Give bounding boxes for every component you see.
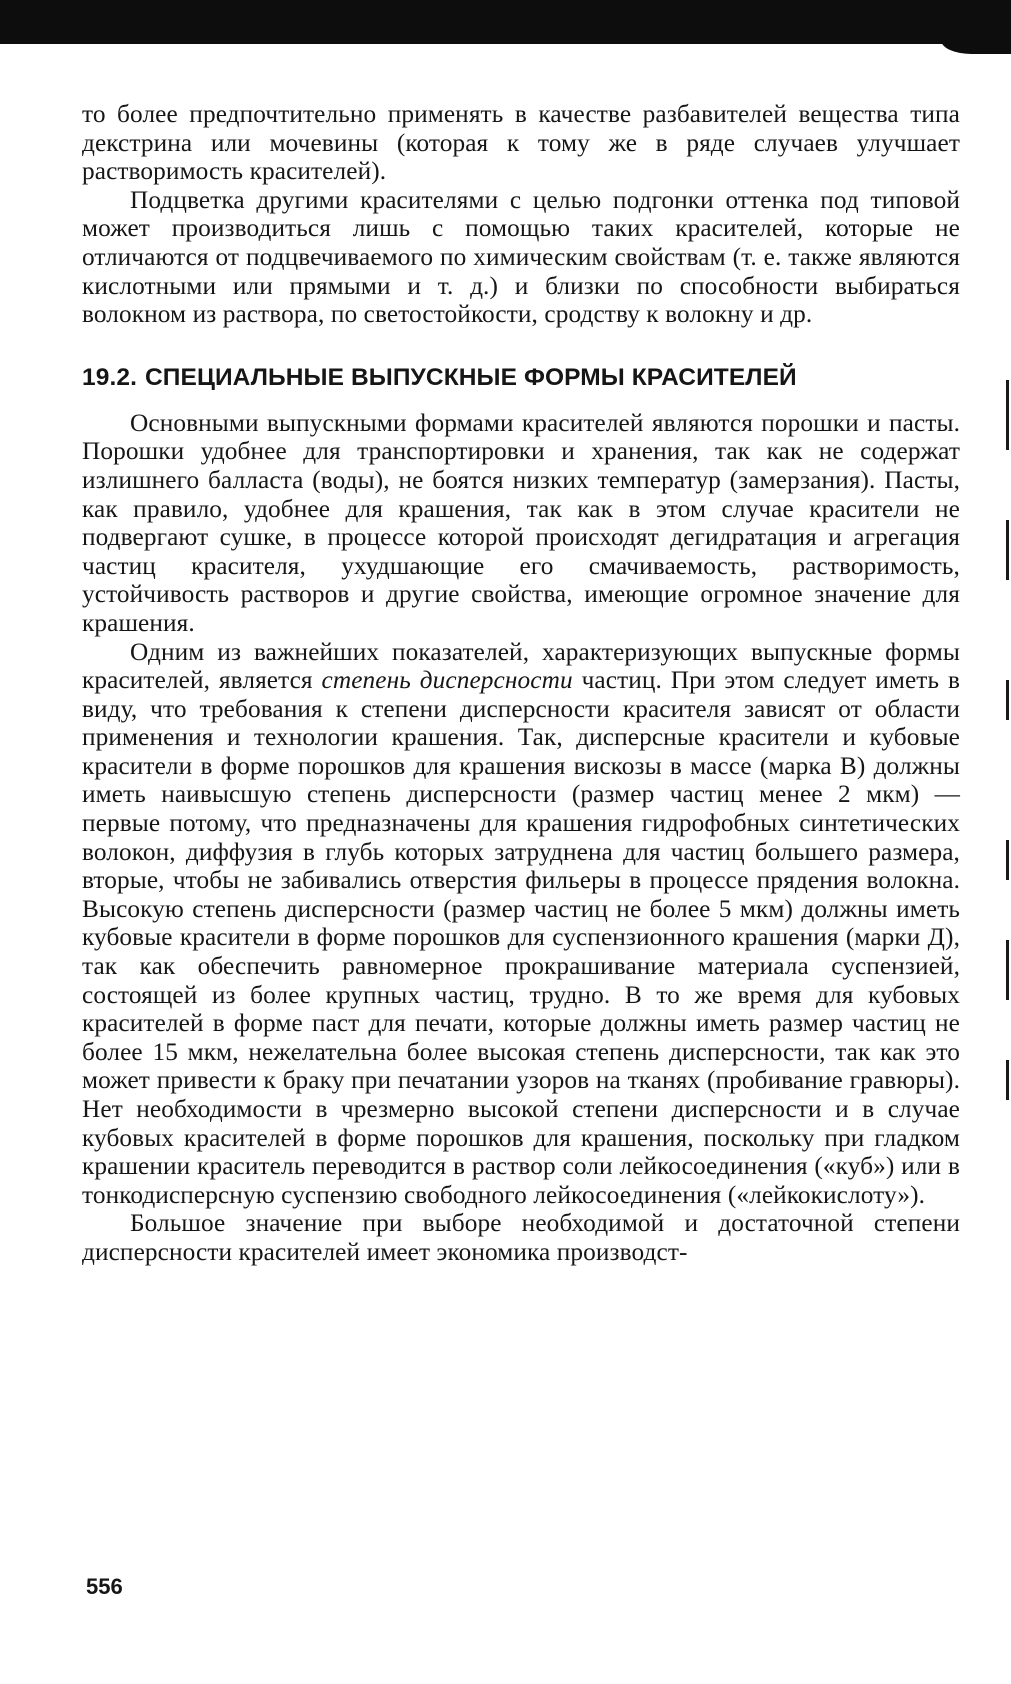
scan-top-border (0, 0, 1011, 44)
scan-right-edge-marks (1006, 380, 1010, 1200)
edge-mark (1006, 520, 1009, 580)
page-number: 556 (86, 1574, 123, 1599)
edge-mark (1006, 940, 1009, 1000)
edge-mark (1006, 680, 1009, 720)
paragraph-tinting: Подцветка другими красителями с целью подгонки оттенка под типовой может производиться лишь с помощью таких красителей, которые не отличаются от подцвечиваемого по химическим свойствам (т. е. также являются кислотными или прямыми и т. д.) и близки по способности выбираться волокном из раствора, по светостойкости, сродству к волокну и др. (82, 185, 960, 329)
page-text-block (82, 100, 960, 1267)
paragraph-forms: Основными выпускными формами красителей являются порошки и пасты. Порошки удобнее для транспортировки и хранения, так как не содержат излишнего балласта (воды), не боятся низких температур (замерзания). Пасты, как правило, удобнее для крашения, так как в этом случае красители не подвергают сушке, в процессе которой происходят дегидратация и агрегация частиц красителя, ухудшающие его смачиваемость, растворимость, устойчивость растворов и другие свойства, имеющие огромное значение для крашения. (82, 408, 960, 637)
section-title: СПЕЦИАЛЬНЫЕ ВЫПУСКНЫЕ ФОРМЫ КРАСИТЕЛЕЙ (145, 363, 797, 391)
paragraph-continuation: то более предпочтительно применять в качестве разбавителей вещества типа декстрина или мочевины (которая к тому же в ряде случаев улучшает растворимость красителей). (82, 100, 960, 186)
section-number: 19.2. (82, 363, 137, 391)
edge-mark (1006, 1060, 1009, 1100)
edge-mark (1006, 380, 1009, 450)
paragraph-dispersity (82, 638, 960, 1210)
section-heading (82, 363, 960, 393)
scan-top-border-curl (941, 40, 1011, 54)
paragraph-economics: Большое значение при выборе необходимой и достаточной степени дисперсности красителей имеет экономика производст- (82, 1209, 960, 1266)
dispersity-emphasis: степень дисперсности (321, 666, 573, 695)
dispersity-text-start: Одним из важнейших показателей, характеризующих выпускные формы красителей, является (82, 637, 960, 695)
edge-mark (1006, 840, 1009, 880)
dispersity-text-rest: частиц. При этом следует иметь в виду, что требования к степени дисперсности красителя зависят от области применения и технологии крашения. Так, дисперсные красители и кубовые красители в форме порошков для крашения вискозы в массе (марка В) должны иметь наивысшую степень дисперсности (размер частиц менее 2 мкм) — первые потому, что предназначены для крашения гидрофобных синтетических волокон, диффузия в глубь которых затруднена для частиц большего размера, вторые, чтобы не забивались отверстия фильеры в процессе прядения волокна. Высокую степень дисперсности (размер частиц не более 5 мкм) должны иметь кубовые красители в форме порошков для суспензионного крашения (марки Д), так как обеспечить равномерное прокрашивание материала суспензией, состоящей из более крупных частиц, трудно. В то же время для кубовых красителей в форме паст для печати, которые должны иметь размер частиц не более 15 мкм, нежелательна более высокая степень дисперсности, так как это может привести к браку при печатании узоров на тканях (пробивание гравюры). Нет необходимости в чрезмерно высокой степени дисперсности и в случае кубовых красителей в форме порошков для крашения, поскольку при гладком крашении краситель переводится в раствор соли лейкосоединения («куб») или в тонкодисперсную суспензию свободного лейкосоединения («лейкокислоту»). (82, 666, 960, 1209)
